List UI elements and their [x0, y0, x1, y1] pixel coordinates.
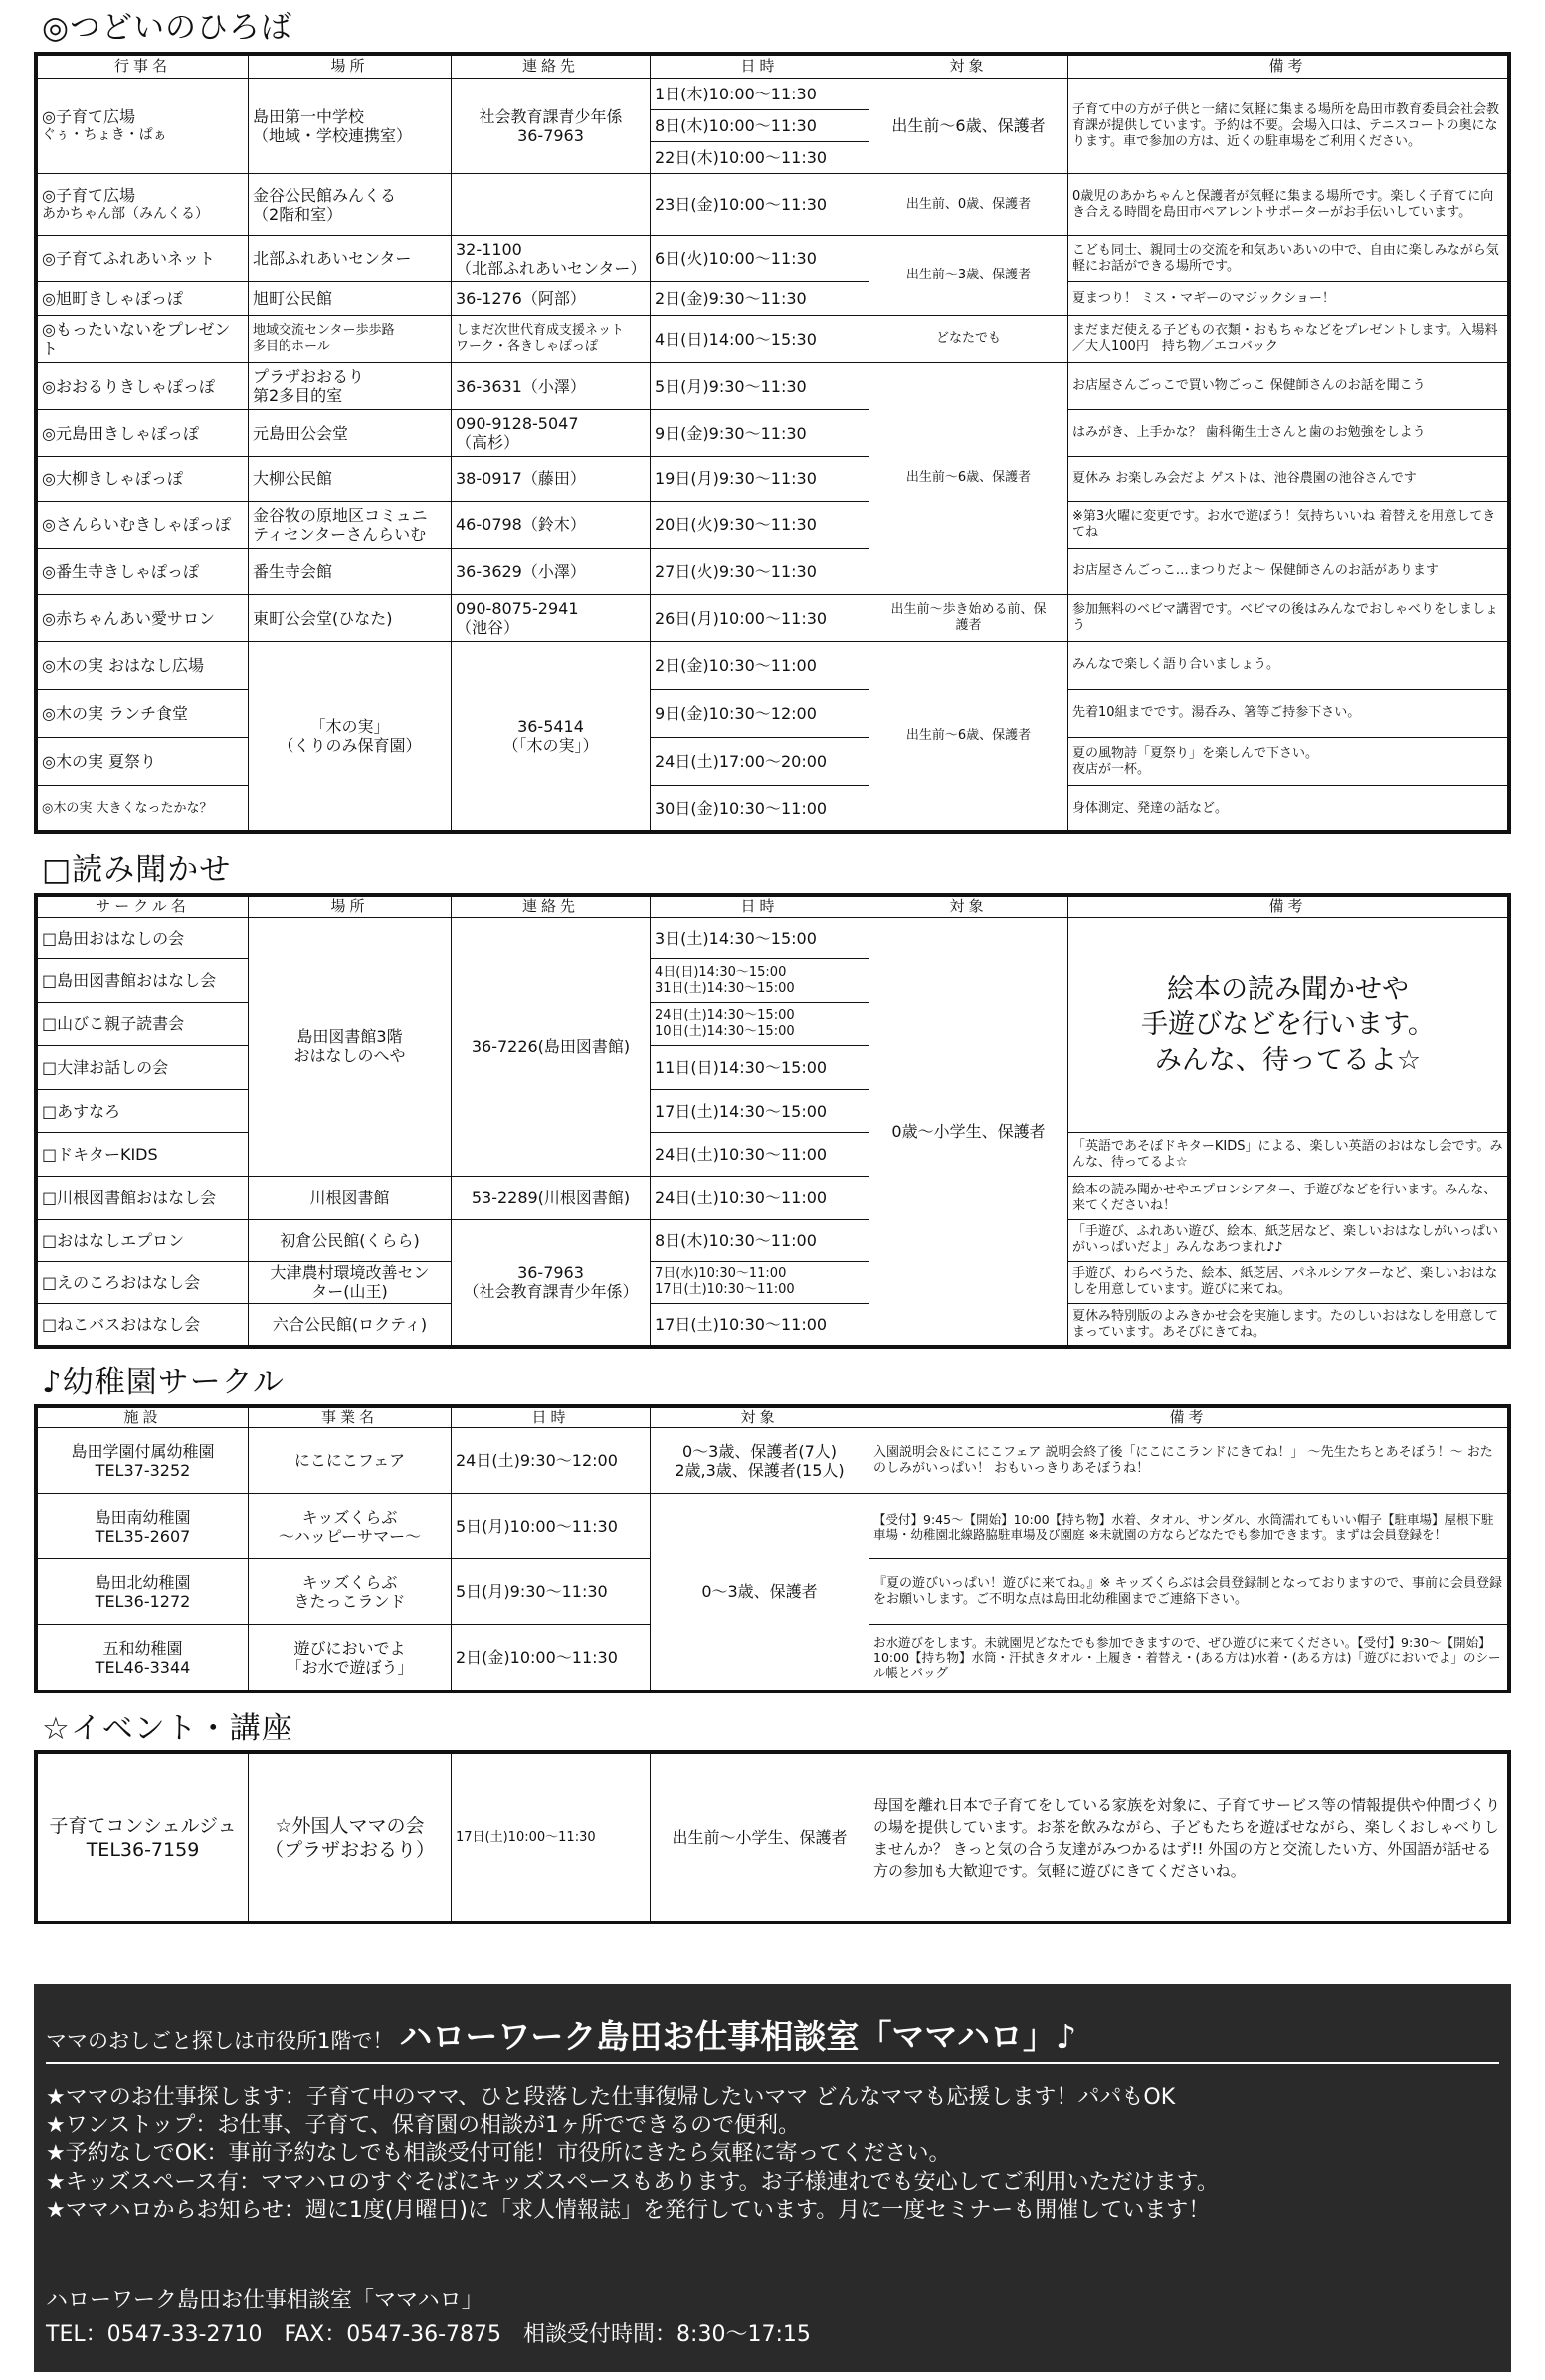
kindergarten-note: 入園説明会＆にこにこフェア 説明会終了後「にこにこランドにきてね！」 ～先生たちとあそぼう！～ おたのしみがいっぱい！ おもいっきりあそぼうね！ [869, 1428, 1508, 1494]
col-header: サークル名 [38, 897, 249, 918]
event-contact: しまだ次世代育成支援ネット ワーク・各きしゃぽっぽ [452, 316, 651, 363]
event-note: 0歳児のあかちゃんと保護者が気軽に集まる場所です。楽しく子育てに向き合える時間を島田市ペアレントサポーターがお手伝いしています。 [1068, 174, 1508, 236]
col-header: 備考 [869, 1408, 1508, 1428]
table-row [38, 316, 1508, 363]
event-name: ◎木の実 夏祭り [38, 737, 249, 785]
section-title-yomi: □読み聞かせ [42, 852, 232, 888]
table-row [38, 548, 1508, 594]
event-date: 2日(金)9:30～11:30 [651, 281, 869, 315]
event-name: ◎子育て広場 あかちゃん部（みんくる） [38, 174, 249, 236]
col-header: 日時 [651, 897, 869, 918]
table-row [38, 1261, 1508, 1304]
table-row [38, 1494, 1508, 1559]
table-row [38, 235, 1508, 281]
event-target: 出生前～歩き始める前、保 護者 [869, 594, 1068, 641]
yomi-table [34, 893, 1511, 1349]
banner-feature: ★ママのお仕事探します：子育て中のママ、ひと段落した仕事復帰したいママ どんなママも応援します！パパもOK [46, 2085, 1176, 2109]
event-contact: 36-3631（小澤） [452, 363, 651, 410]
event-name: ◎木の実 おはなし広場 [38, 641, 249, 689]
yochien-table [34, 1404, 1511, 1693]
event-target: 出生前～3歳、保護者 [869, 235, 1068, 315]
table-row [38, 1754, 1508, 1922]
event-contact: 36-5414 （「木の実」） [452, 641, 651, 830]
event-note: 身体測定、発達の話など。 [1068, 786, 1508, 831]
event-name: ☆外国人ママの会 （プラザおおるり） [249, 1754, 452, 1922]
event-contact: 36-1276（阿部） [452, 281, 651, 315]
event-target: 出生前～小学生、保護者 [651, 1754, 869, 1922]
event-date: 8日(木)10:00～11:30 [651, 109, 869, 141]
event-date: 30日(金)10:30～11:00 [651, 786, 869, 831]
circle-place: 大津農村環境改善セン ター(山王) [249, 1261, 452, 1304]
table-row [38, 641, 1508, 689]
kindergarten-name: 島田北幼稚園 TEL36-1272 [38, 1559, 249, 1625]
event-place: 旭町公民館 [249, 281, 452, 315]
event-target: 出生前、0歳、保護者 [869, 174, 1068, 236]
banner-headline [46, 2012, 1499, 2064]
event-place: 「木の実」 （くりのみ保育園） [249, 641, 452, 830]
table-row [38, 1428, 1508, 1494]
table-row [38, 281, 1508, 315]
circle-note: 手遊び、わらべうた、絵本、紙芝居、パネルシアターなど、楽しいおはなしを用意しています。遊びに来てね。 [1068, 1261, 1508, 1304]
event-contact: 36-3629（小澤） [452, 548, 651, 594]
event-contact: 090-9128-5047 （高杉） [452, 410, 651, 457]
event-date: 27日(火)9:30～11:30 [651, 548, 869, 594]
event-date: 20日(火)9:30～11:30 [651, 501, 869, 548]
table-row [38, 78, 1508, 109]
event-note: 子育て中の方が子供と一緒に気軽に集まる場所を島田市教育委員会社会教育課が提供しています。予約は不要。会場入口は、テニスコートの奥になります。車で参加の方は、近くの駐車場をご利用ください。 [1068, 78, 1508, 173]
event-name: ◎大柳きしゃぽっぽ [38, 457, 249, 502]
table-row [38, 457, 1508, 502]
event-date: 22日(木)10:00～11:30 [651, 142, 869, 174]
circle-date: 24日(土)10:30～11:00 [651, 1177, 869, 1220]
kindergarten-event: キッズくらぶ ～ハッピーサマー～ [249, 1494, 452, 1559]
event-note: みんなで楽しく語り合いましょう。 [1068, 641, 1508, 689]
circle-contact: 36-7226(島田図書館) [452, 917, 651, 1176]
circle-big-note: 絵本の読み聞かせや 手遊びなどを行います。 みんな、待ってるよ☆ [1068, 917, 1508, 1133]
kindergarten-target: 0～3歳、保護者(7人) 2歳,3歳、保護者(15人) [651, 1428, 869, 1494]
table-row [38, 1304, 1508, 1346]
table-header-row [38, 56, 1508, 79]
col-header: 対象 [869, 897, 1068, 918]
circle-place: 六合公民館(ロクティ) [249, 1304, 452, 1346]
event-place: 番生寺会館 [249, 548, 452, 594]
circle-name: □島田おはなしの会 [38, 917, 249, 959]
event-note: 先着10組までです。湯呑み、箸等ご持参下さい。 [1068, 689, 1508, 737]
event-note: 参加無料のベビマ講習です。ベビマの後はみんなでおしゃべりをしましょう [1068, 594, 1508, 641]
event-target: 出生前～6歳、保護者 [869, 78, 1068, 173]
event-name: ◎おおるりきしゃぽっぽ [38, 363, 249, 410]
event-contact: 38-0917（藤田） [452, 457, 651, 502]
event-name: ◎子育てふれあいネット [38, 235, 249, 281]
event-place: 北部ふれあいセンター [249, 235, 452, 281]
circle-note: 夏休み特別版のよみきかせ会を実施します。たのしいおはなしを用意してまっています。あそびにきてね。 [1068, 1304, 1508, 1346]
event-place: 島田第一中学校 （地域・学校連携室） [249, 78, 452, 173]
circle-name: □ねこバスおはなし会 [38, 1304, 249, 1346]
kindergarten-name: 五和幼稚園 TEL46-3344 [38, 1625, 249, 1691]
event-place: 元島田公会堂 [249, 410, 452, 457]
circle-note: 「英語であそぼドキターKIDS」による、楽しい英語のおはなし会です。みんな、待ってるよ☆ [1068, 1133, 1508, 1177]
table-row [38, 1219, 1508, 1261]
circle-date: 24日(土)10:30～11:00 [651, 1133, 869, 1177]
circle-name: □ドキターKIDS [38, 1133, 249, 1177]
event-name: ◎旭町きしゃぽっぽ [38, 281, 249, 315]
col-header: 行事名 [38, 56, 249, 79]
event-date: 5日(月)9:30～11:30 [651, 363, 869, 410]
event-note: ※第3火曜に変更です。お水で遊ぼう！気持ちいいね 着替えを用意してきてね [1068, 501, 1508, 548]
circle-name: □あすなろ [38, 1089, 249, 1133]
circle-date: 3日(土)14:30～15:00 [651, 917, 869, 959]
circle-name: □川根図書館おはなし会 [38, 1177, 249, 1220]
banner-feature-list [46, 2084, 1499, 2226]
event-note: 夏休み お楽しみ会だよ ゲストは、池谷農園の池谷さんです [1068, 457, 1508, 502]
banner-feature: ★ワンストップ：お仕事、子育て、保育園の相談が1ヶ所でできるので便利。 [46, 2112, 800, 2138]
circle-place: 川根図書館 [249, 1177, 452, 1220]
event-contact: 社会教育課青少年係 36-7963 [452, 78, 651, 173]
kindergarten-note: 【受付】9:45～【開始】10:00【持ち物】水着、タオル、サンダル、水筒濡れてもいい帽子【駐車場】屋根下駐車場・幼稚園北線路脇駐車場及び園庭 ※未就園の方ならどなたでも参加できます。まずは会員登録を！ [869, 1494, 1508, 1559]
event-date: 23日(金)10:00～11:30 [651, 174, 869, 236]
event-note: まだまだ使える子どもの衣類・おもちゃなどをプレゼントします。入場料／大人100円 持ち物／エコバック [1068, 316, 1508, 363]
section-title-event: ☆イベント・講座 [42, 1711, 293, 1746]
banner-feature: ★キッズスペース有：ママハロのすぐそばにキッズスペースもあります。お子様連れでも安心してご利用いただけます。 [46, 2169, 1219, 2195]
event-date: 9日(金)10:30～12:00 [651, 689, 869, 737]
event-organizer: 子育てコンシェルジュ TEL36-7159 [38, 1754, 249, 1922]
col-header: 対象 [651, 1408, 869, 1428]
section-title-tsudoi: ◎つどいのひろば [42, 10, 293, 46]
event-place: 金谷公民館みんくる （2階和室） [249, 174, 452, 236]
table-row [38, 501, 1508, 548]
table-header-row [38, 897, 1508, 918]
event-date: 24日(土)17:00～20:00 [651, 737, 869, 785]
banner-feature: ★ママハロからお知らせ：週に1度(月曜日)に「求人情報誌」を発行しています。月に一度セミナーも開催しています！ [46, 2198, 1211, 2223]
event-date: 17日(土)10:00～11:30 [452, 1754, 651, 1922]
event-contact [452, 174, 651, 236]
circle-target: 0歳～小学生、保護者 [869, 917, 1068, 1345]
table-row [38, 917, 1508, 959]
event-date: 9日(金)9:30～11:30 [651, 410, 869, 457]
event-date: 4日(日)14:00～15:30 [651, 316, 869, 363]
col-header: 日時 [452, 1408, 651, 1428]
event-contact: 32-1100 （北部ふれあいセンター） [452, 235, 651, 281]
circle-date: 4日(日)14:30～15:00 31日(土)14:30～15:00 [651, 959, 869, 1003]
kindergarten-name: 島田学園付属幼稚園 TEL37-3252 [38, 1428, 249, 1494]
col-header: 備考 [1068, 897, 1508, 918]
kindergarten-name: 島田南幼稚園 TEL35-2607 [38, 1494, 249, 1559]
circle-name: □えのころおはなし会 [38, 1261, 249, 1304]
event-table [34, 1750, 1511, 1924]
event-place: プラザおおるり 第2多目的室 [249, 363, 452, 410]
event-target: 出生前～6歳、保護者 [869, 641, 1068, 830]
event-note: 母国を離れ日本で子育てをしている家族を対象に、子育てサービス等の情報提供や仲間づくりの場を提供しています。お茶を飲みながら、子どもたちを遊ばせながら、楽しくおしゃべりしませんか？ きっと気の合う友達がみつかるはず!! 外国の方と交流したい方、外国語が話せる方の参加も大歓迎です。気軽に遊びにきてくださいね。 [869, 1754, 1508, 1922]
table-header-row [38, 1408, 1508, 1428]
event-place: 東町公会堂(ひなた) [249, 594, 452, 641]
banner-footer-name: ハローワーク島田お仕事相談室「ママハロ」 [46, 2288, 483, 2313]
event-note: はみがき、上手かな？ 歯科衛生士さんと歯のお勉強をしよう [1068, 410, 1508, 457]
tsudoi-table [34, 52, 1511, 834]
event-note: 夏の風物詩「夏祭り」を楽しんで下さい。 夜店が一杯。 [1068, 737, 1508, 785]
circle-note: 絵本の読み聞かせやエプロンシアター、手遊びなどを行います。みんな、来てくださいね！ [1068, 1177, 1508, 1220]
event-place: 大柳公民館 [249, 457, 452, 502]
banner-footer-contact: TEL：0547-33-2710 FAX：0547-36-7875 相談受付時間：8:30～17:15 [46, 2322, 811, 2347]
circle-place: 島田図書館3階 おはなしのへや [249, 917, 452, 1176]
circle-name: □山びこ親子読書会 [38, 1003, 249, 1046]
kindergarten-event: キッズくらぶ きたっこランド [249, 1559, 452, 1625]
table-row [38, 363, 1508, 410]
mamaharo-banner [34, 1984, 1511, 2372]
event-note: 夏まつり！ ミス・マギーのマジックショー！ [1068, 281, 1508, 315]
col-header: 日時 [651, 56, 869, 79]
banner-feature: ★予約なしでOK：事前予約なしでも相談受付可能！市役所にきたら気軽に寄ってください。 [46, 2141, 951, 2166]
circle-name: □おはなしエプロン [38, 1219, 249, 1261]
banner-office-name: ハローワーク島田お仕事相談室「ママハロ」♪ [399, 2017, 1077, 2056]
kindergarten-date: 24日(土)9:30～12:00 [452, 1428, 651, 1494]
circle-date: 11日(日)14:30～15:00 [651, 1045, 869, 1089]
circle-contact: 53-2289(川根図書館) [452, 1177, 651, 1220]
event-name: ◎木の実 大きくなったかな？ [38, 786, 249, 831]
col-header: 対象 [869, 56, 1068, 79]
event-note: こども同士、親同士の交流を和気あいあいの中で、自由に楽しみながら気軽にお話ができる場所です。 [1068, 235, 1508, 281]
event-place: 金谷牧の原地区コミュニ ティセンターさんらいむ [249, 501, 452, 548]
col-header: 連絡先 [452, 897, 651, 918]
kindergarten-note: 『夏の遊びいっぱい！遊びに来てね。』※ キッズくらぶは会員登録制となっておりますので、事前に会員登録をお願いします。ご不明な点は島田北幼稚園までご連絡下さい。 [869, 1559, 1508, 1625]
table-row [38, 410, 1508, 457]
circle-date: 17日(土)14:30～15:00 [651, 1089, 869, 1133]
event-target: 出生前～6歳、保護者 [869, 363, 1068, 594]
kindergarten-date: 5日(月)10:00～11:30 [452, 1494, 651, 1559]
kindergarten-date: 2日(金)10:00～11:30 [452, 1625, 651, 1691]
event-name: ◎さんらいむきしゃぽっぽ [38, 501, 249, 548]
circle-date: 17日(土)10:30～11:00 [651, 1304, 869, 1346]
kindergarten-target: 0～3歳、保護者 [651, 1494, 869, 1691]
circle-note: 「手遊び、ふれあい遊び、絵本、紙芝居など、楽しいおはなしがいっぱいがいっぱいだよ」みんなあつまれ♪♪ [1068, 1219, 1508, 1261]
table-row [38, 594, 1508, 641]
event-place: 地域交流センター歩歩路 多目的ホール [249, 316, 452, 363]
event-date: 19日(月)9:30～11:30 [651, 457, 869, 502]
section-title-yochien: ♪幼稚園サークル [42, 1365, 285, 1400]
event-date: 26日(月)10:00～11:30 [651, 594, 869, 641]
col-header: 連絡先 [452, 56, 651, 79]
kindergarten-event: 遊びにおいでよ 「お水で遊ぼう」 [249, 1625, 452, 1691]
kindergarten-event: にこにこフェア [249, 1428, 452, 1494]
event-name: ◎番生寺きしゃぽっぽ [38, 548, 249, 594]
col-header: 場所 [249, 56, 452, 79]
kindergarten-date: 5日(月)9:30～11:30 [452, 1559, 651, 1625]
event-name: ◎元島田きしゃぽっぽ [38, 410, 249, 457]
circle-name: □島田図書館おはなし会 [38, 959, 249, 1003]
event-date: 6日(火)10:00～11:30 [651, 235, 869, 281]
col-header: 場所 [249, 897, 452, 918]
event-target: どなたでも [869, 316, 1068, 363]
banner-footer [46, 2285, 811, 2352]
col-header: 施設 [38, 1408, 249, 1428]
circle-date: 7日(水)10:30～11:00 17日(土)10:30～11:00 [651, 1261, 869, 1304]
table-row [38, 1177, 1508, 1220]
event-name: ◎木の実 ランチ食堂 [38, 689, 249, 737]
event-note: お店屋さんごっこで買い物ごっこ 保健師さんのお話を聞こう [1068, 363, 1508, 410]
kindergarten-note: お水遊びをします。未就園児どなたでも参加できますので、ぜひ遊びに来てください。【受付】9:30～【開始】10:00【持ち物】水筒・汗拭きタオル・上履き・着替え・(ある方は)水着・(ある方は)「遊びにおいでよ」のシール帳とバッグ [869, 1625, 1508, 1691]
event-name: ◎子育て広場 ぐぅ・ちょき・ぱぁ [38, 78, 249, 173]
event-date: 1日(木)10:00～11:30 [651, 78, 869, 109]
banner-lead: ママのおしごと探しは市役所1階で！ [46, 2029, 394, 2053]
circle-name: □大津お話しの会 [38, 1045, 249, 1089]
circle-contact: 36-7963 （社会教育課青少年係） [452, 1219, 651, 1345]
event-name: ◎もったいないをプレゼント [38, 316, 249, 363]
circle-date: 24日(土)14:30～15:00 10日(土)14:30～15:00 [651, 1003, 869, 1046]
col-header: 事業名 [249, 1408, 452, 1428]
col-header: 備考 [1068, 56, 1508, 79]
event-name: ◎赤ちゃんあい愛サロン [38, 594, 249, 641]
circle-place: 初倉公民館(くらら) [249, 1219, 452, 1261]
event-date: 2日(金)10:30～11:00 [651, 641, 869, 689]
event-note: お店屋さんごっこ…まつりだよ～ 保健師さんのお話があります [1068, 548, 1508, 594]
table-row [38, 174, 1508, 236]
event-contact: 090-8075-2941 （池谷） [452, 594, 651, 641]
event-contact: 46-0798（鈴木） [452, 501, 651, 548]
circle-date: 8日(木)10:30～11:00 [651, 1219, 869, 1261]
